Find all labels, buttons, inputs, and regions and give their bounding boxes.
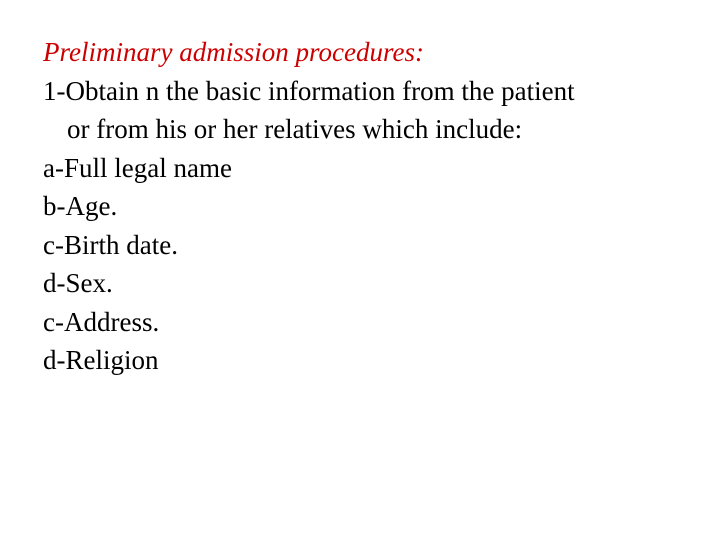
list-item-age: b-Age. — [43, 191, 118, 221]
list-item-birth-date: c-Birth date. — [43, 229, 178, 260]
list-item-full-legal-name: a-Full legal name — [43, 152, 232, 183]
step-1-line-1: 1-Obtain n the basic information from the patient — [43, 75, 575, 106]
step-1-line-2: or from his or her relatives which include: — [67, 114, 523, 144]
list-item-religion: d-Religion — [43, 345, 159, 375]
list-item-sex: d-Sex. — [43, 268, 113, 298]
slide-content — [43, 33, 703, 380]
slide-heading: Preliminary admission procedures: — [43, 37, 424, 67]
list-item-address: c-Address. — [43, 306, 160, 337]
